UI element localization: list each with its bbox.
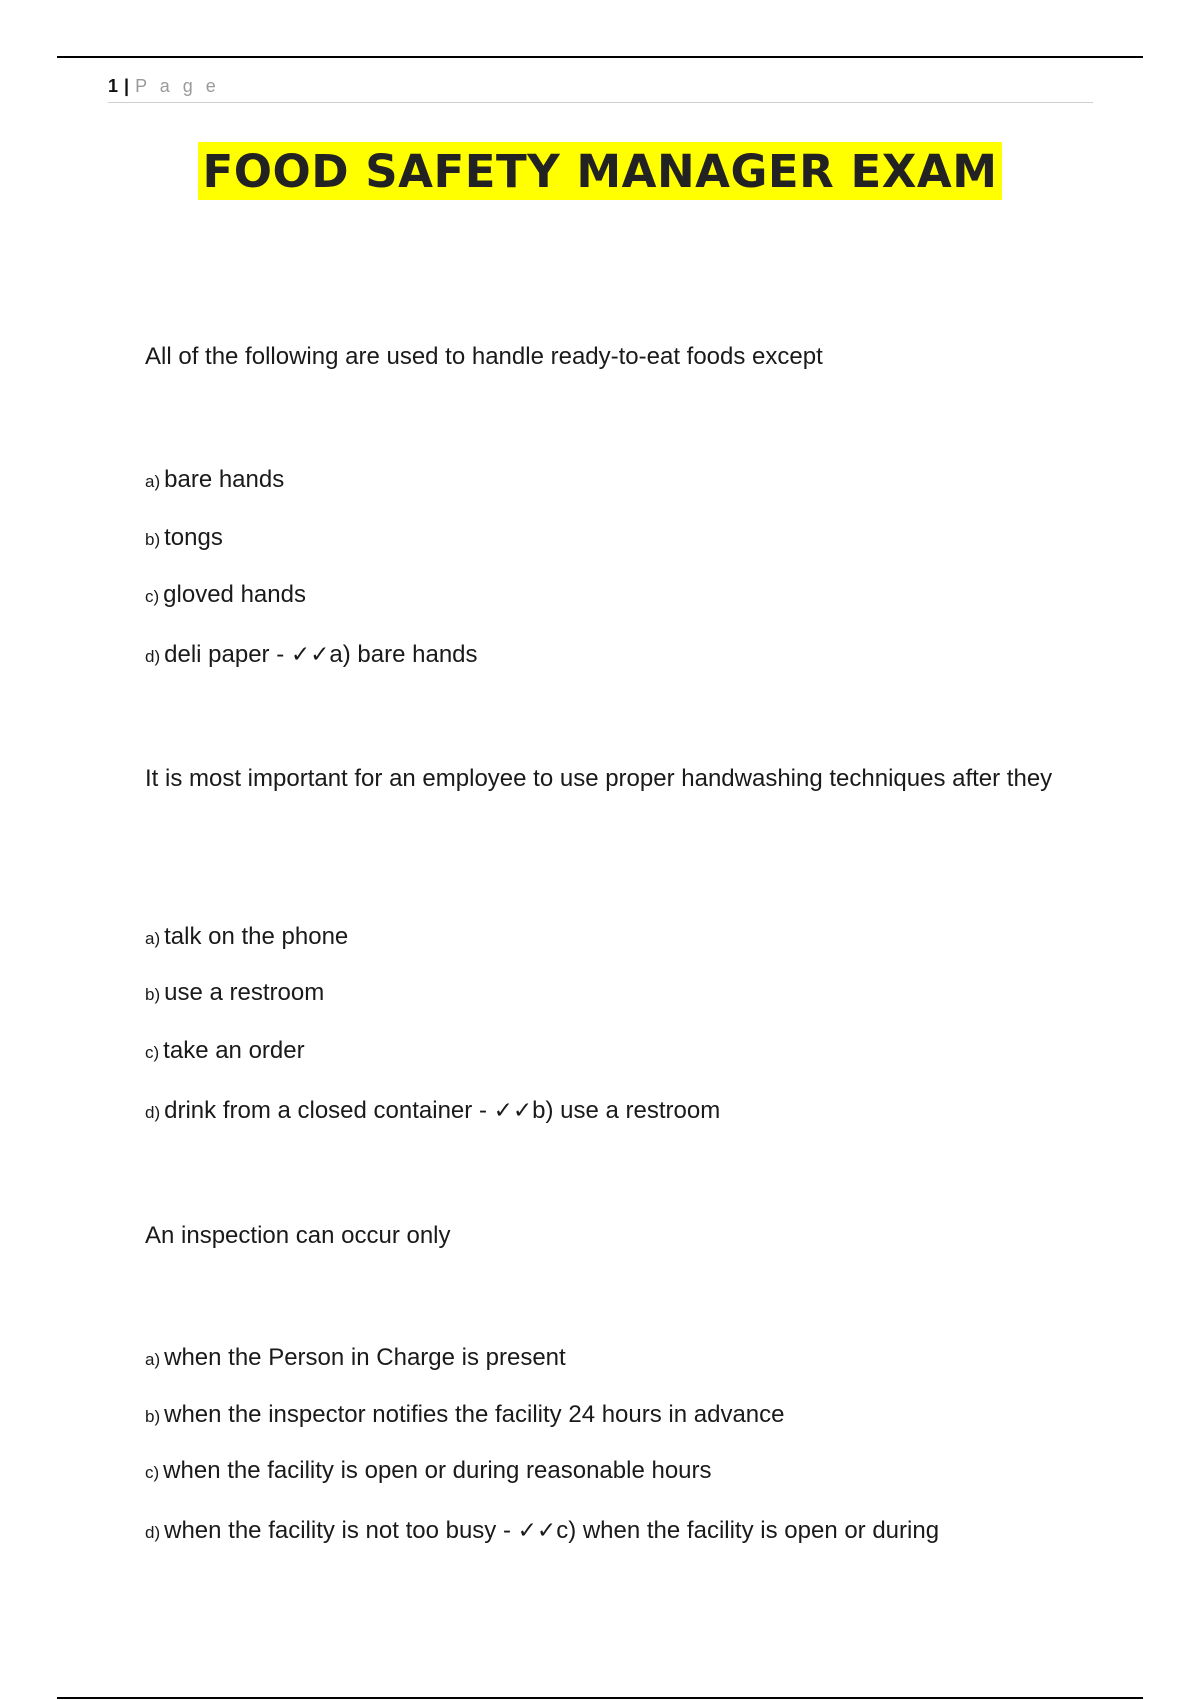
question-1: All of the following are used to handle ready-to-eat foods except [145, 343, 823, 370]
option-text: when the facility is not too busy - [164, 1517, 518, 1544]
option-letter: a) [145, 472, 161, 491]
option-text: take an order [163, 1037, 305, 1064]
option-text: use a restroom [164, 979, 325, 1006]
option-letter: d) [145, 1103, 161, 1122]
checkmark-icon: ✓✓ [517, 1518, 557, 1544]
document-title: FOOD SAFETY MANAGER EXAM [198, 142, 1001, 200]
header-divider [108, 102, 1093, 103]
option-text: when the facility is open or during reasonable hours [163, 1457, 712, 1484]
option-letter: b) [145, 1407, 161, 1426]
page-header [108, 75, 220, 97]
question-1-option-b [145, 522, 223, 556]
question-1-option-d [145, 639, 478, 673]
question-2-option-b [145, 977, 324, 1011]
checkmark-icon: ✓✓ [493, 1098, 533, 1124]
option-text: talk on the phone [164, 923, 349, 950]
option-letter: b) [145, 985, 161, 1004]
option-text: when the inspector notifies the facility 24 hours in advance [164, 1401, 785, 1428]
answer-text: c) when the facility is open or during [556, 1517, 940, 1544]
page-separator: | [124, 76, 130, 96]
option-letter: a) [145, 929, 161, 948]
question-1-option-a [145, 464, 284, 498]
option-letter: b) [145, 530, 161, 549]
question-2-option-d [145, 1095, 720, 1129]
question-3-option-c [145, 1455, 712, 1489]
option-letter: c) [145, 1463, 160, 1482]
option-letter: a) [145, 1350, 161, 1369]
option-letter: c) [145, 587, 160, 606]
option-text: tongs [164, 524, 223, 551]
question-2-option-a [145, 921, 348, 955]
option-text: drink from a closed container - [164, 1097, 494, 1124]
option-letter: d) [145, 647, 161, 666]
answer-text: a) bare hands [329, 641, 478, 668]
question-2-option-c [145, 1035, 305, 1069]
option-text: gloved hands [163, 581, 306, 608]
question-1-option-c [145, 579, 306, 613]
option-letter: c) [145, 1043, 160, 1062]
bottom-rule [57, 1697, 1143, 1699]
top-rule [57, 56, 1143, 58]
option-text: deli paper - [164, 641, 291, 668]
question-2: It is most important for an employee to use proper handwashing techniques after they [145, 765, 1053, 792]
title-container [0, 142, 1200, 200]
option-text: when the Person in Charge is present [164, 1344, 566, 1371]
page-number: 1 [108, 76, 119, 96]
answer-text: b) use a restroom [532, 1097, 721, 1124]
question-3: An inspection can occur only [145, 1222, 451, 1249]
option-letter: d) [145, 1523, 161, 1542]
option-text: bare hands [164, 466, 285, 493]
question-3-option-d [145, 1515, 939, 1549]
checkmark-icon: ✓✓ [290, 642, 330, 668]
question-3-option-a [145, 1342, 566, 1376]
question-3-option-b [145, 1399, 785, 1433]
page-label: P a g e [135, 76, 220, 96]
